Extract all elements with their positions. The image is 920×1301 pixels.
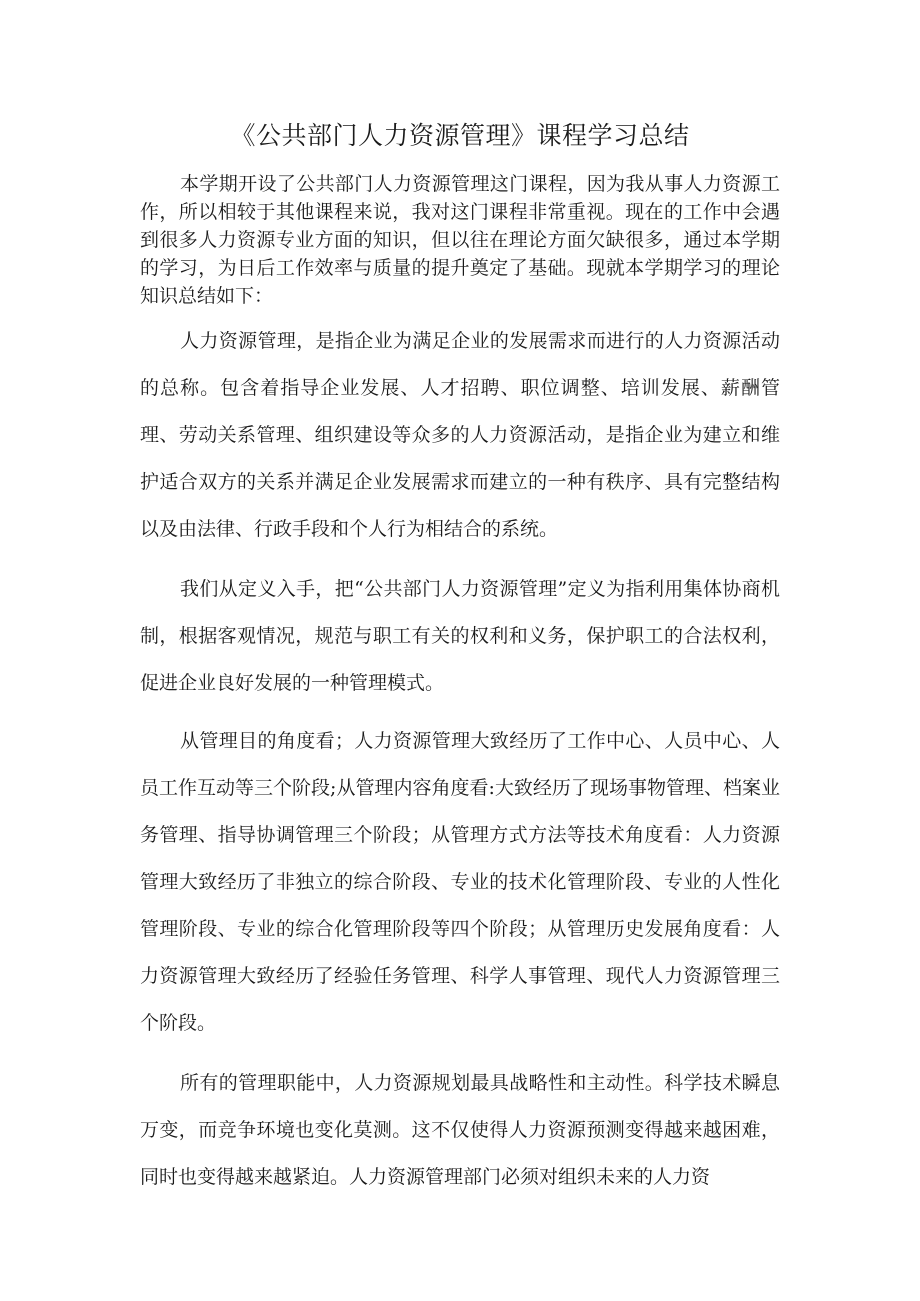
paragraph-intro: 本学期开设了公共部门人力资源管理这门课程，因为我从事人力资源工作，所以相较于其他课程来说，我对这门课程非常重视。现在的工作中会遇到很多人力资源专业方面的知识，但以往在理论方面欠缺很多，通过本学期的学习，为日后工作效率与质量的提升奠定了基础。现就本学期学习的理论知识总结如下： bbox=[140, 173, 780, 307]
paragraph-hr-planning: 所有的管理职能中，人力资源规划最具战略性和主动性。科学技术瞬息万变，而竞争环境也变化莫测。这不仅使得人力资源预测变得越来越困难，同时也变得越来越紧迫。人力资源管理部门必须对组织未来的人力资 bbox=[140, 1072, 780, 1188]
paragraph-public-sector-definition: 我们从定义入手，把“公共部门人力资源管理”定义为指利用集体协商机制，根据客观情况，规范与职工有关的权利和义务，保护职工的合法权利，促进企业良好发展的一种管理模式。 bbox=[140, 578, 780, 694]
document-title: 《公共部门人力资源管理》课程学习总结 bbox=[230, 121, 690, 150]
paragraph-definition: 人力资源管理，是指企业为满足企业的发展需求而进行的人力资源活动的总称。包含着指导企业发展、人才招聘、职位调整、培训发展、薪酬管理、劳动关系管理、组织建设等众多的人力资源活动，是指企业为建立和维护适合双方的关系并满足企业发展需求而建立的一种有秩序、具有完整结构以及由法律、行政手段和个人行为相结合的系统。 bbox=[140, 330, 780, 540]
paragraph-development-stages: 从管理目的角度看；人力资源管理大致经历了工作中心、人员中心、人员工作互动等三个阶段;从管理内容角度看:大致经历了现场事物管理、档案业务管理、指导协调管理三个阶段；从管理方式方法等技术角度看：人力资源管理大致经历了非独立的综合阶段、专业的技术化管理阶段、专业的人性化管理阶段、专业的综合化管理阶段等四个阶段；从管理历史发展角度看：人力资源管理大致经历了经验任务管理、科学人事管理、现代人力资源管理三个阶段。 bbox=[140, 730, 780, 1034]
